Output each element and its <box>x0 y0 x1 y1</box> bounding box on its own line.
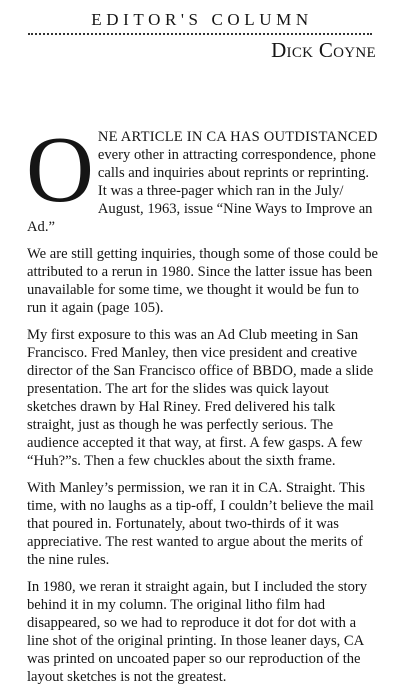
paragraph-3: My first exposure to this was an Ad Club meeting in San Francisco. Fred Manley, then vice president and creative director of the San Francisco office of BBDO, made a slide presentation. The art for the slides was quick layout sketches drawn by Hal Riney. Fred delivered his talk straight, just as though he was perfectly serious. The audience accepted it that way, at first. A few gasps. A few “Huh?”s. Then a few chuckles about the sixth frame. <box>27 327 374 469</box>
paragraph-1-text: every other in attracting correspondence, phone calls and inquiries about reprints or reprinting. It was a three-pager which ran in the July/ August, 1963, issue “Nine Ways to Improve an Ad.” <box>27 147 376 235</box>
column-title: EDITOR'S COLUMN <box>91 10 313 29</box>
column-header <box>24 10 376 63</box>
drop-cap-letter: O <box>26 118 94 222</box>
dotted-divider <box>28 33 372 35</box>
paragraph-2: We are still getting inquiries, though some of those could be attributed to a rerun in 1980. Since the latter issue has been unavailable for some time, we thought it would be fun to run it again (page 105). <box>27 246 379 316</box>
author-name: Dick Coyne <box>271 38 376 62</box>
paragraph-1 <box>26 118 379 236</box>
article-body <box>26 118 379 695</box>
lead-in-caps: NE ARTICLE IN CA HAS OUTDISTANCED <box>97 129 378 145</box>
paragraph-5: In 1980, we reran it straight again, but I included the story behind it in my column. The original litho film had disappeared, so we had to reproduce it dot for dot with a line shot of the original printing. In those leaner days, CA was printed on uncoated paper so our reproduction of the layout sketches is not the greatest. <box>27 579 368 685</box>
author-byline <box>24 37 376 63</box>
paragraph-4: With Manley’s permission, we ran it in CA. Straight. This time, with no laughs as a tip-off, I couldn’t believe the mail that poured in. Fortunately, about two-thirds of it was appreciative. The rest wanted to argue about the merits of the nine rules. <box>27 480 374 568</box>
